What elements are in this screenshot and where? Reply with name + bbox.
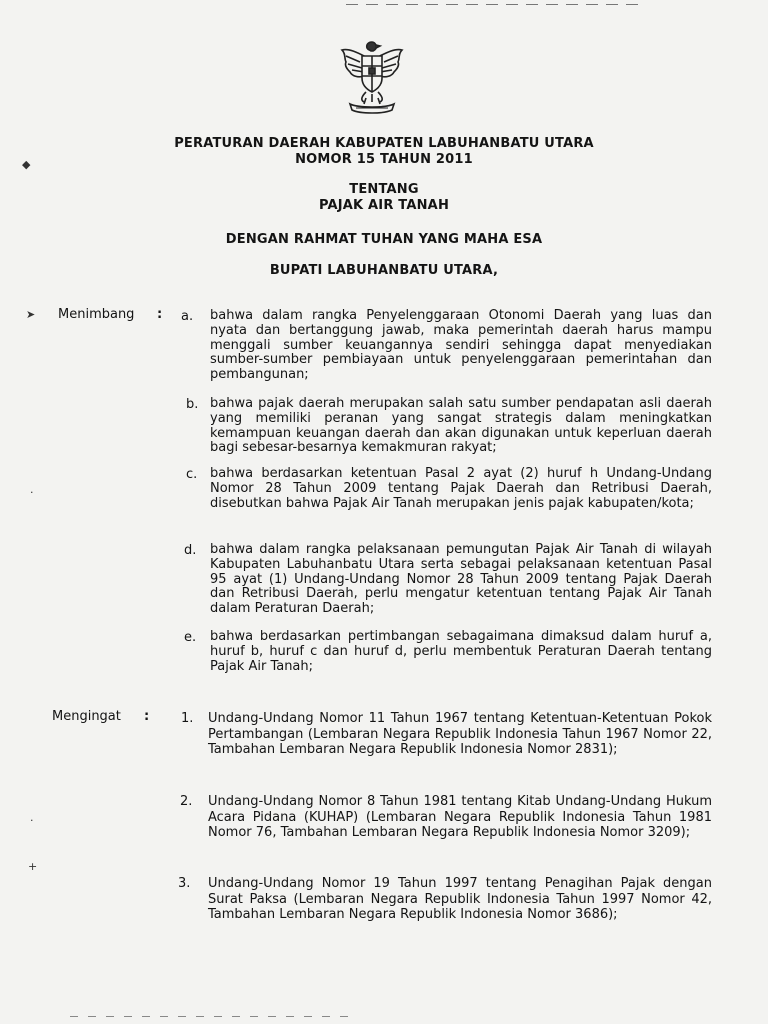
mengingat-item-1: Undang-Undang Nomor 11 Tahun 1967 tentang Ketentuan-Ketentuan Pokok Pertambangan (Lembaran Negara Republik Indonesia Tahun 1967 Nomor 22, Tambahan Lembaran Negara Republik Indonesia Nomor 2831); [208,711,712,758]
margin-scan-mark: · [30,814,34,827]
scan-dashed-line [346,4,646,5]
official-line [0,263,768,279]
scan-dashed-line-bottom [70,1016,350,1017]
subject-block [0,182,768,214]
menimbang-item-e: bahwa berdasarkan pertimbangan sebagaimana dimaksud dalam huruf a, huruf b, huruf c dan huruf d, perlu membentuk Peraturan Daerah tentang Pajak Air Tanah; [210,629,712,674]
menimbang-item-b: bahwa pajak daerah merupakan salah satu sumber pendapatan asli daerah yang memiliki peranan yang sangat strategis dalam meningkatkan kemampuan keuangan daerah dan akan digunakan untuk keperluan daerah bagi sebesar-besarnya kemakmuran rakyat; [210,396,712,456]
mengingat-marker-1: 1. [181,711,194,726]
mengingat-label: Mengingat [52,709,121,724]
mengingat-item-2: Undang-Undang Nomor 8 Tahun 1981 tentang Kitab Undang-Undang Hukum Acara Pidana (KUHAP) (Lembaran Negara Republik Indonesia Tahun 1981 Nomor 76, Tambahan Lembaran Negara Republik Indonesia Nomor 3209); [208,794,712,841]
invocation-line [0,232,768,248]
mengingat-marker-3: 3. [178,876,191,891]
menimbang-item-a: bahwa dalam rangka Penyelenggaraan Otonomi Daerah yang luas dan nyata dan bertanggung jawab, maka pemerintah daerah harus mampu menggali sumber keuangannya sendiri sehingga dapat menyediakan sumber-sumber pembiayaan untuk penyelenggaraan pemerintahan dan pembangunan; [210,308,712,383]
menimbang-marker-e: e. [184,630,197,645]
margin-arrow-mark: ➤ [26,308,36,321]
mengingat-item-3: Undang-Undang Nomor 19 Tahun 1997 tentang Penagihan Pajak dengan Surat Paksa (Lembaran Negara Republik Indonesia Tahun 1997 Nomor 42, Tambahan Lembaran Negara Republik Indonesia Nomor 3686); [208,876,712,923]
invocation-text: DENGAN RAHMAT TUHAN YANG MAHA ESA [225,232,543,247]
title-line-1: PERATURAN DAERAH KABUPATEN LABUHANBATU UTARA [174,136,594,151]
garuda-emblem-icon [338,36,406,116]
menimbang-marker-c: c. [186,467,198,482]
margin-scan-mark: · [30,486,34,499]
margin-scan-mark: + [28,860,38,873]
tentang-heading: TENTANG [349,182,419,197]
document-title [0,136,768,168]
menimbang-item-d: bahwa dalam rangka pelaksanaan pemungutan Pajak Air Tanah di wilayah Kabupaten Labuhanbatu Utara serta sebagai pelaksanaan ketentuan Pasal 95 ayat (1) Undang-Undang Nomor 28 Tahun 2009 tentang Pajak Daerah dan Retribusi Daerah, perlu mengatur ketentuan tentang Pajak Air Tanah dalam Peraturan Daerah; [210,542,712,617]
official-text: BUPATI LABUHANBATU UTARA, [269,263,499,278]
menimbang-label: Menimbang [58,307,135,322]
mengingat-colon: : [144,709,150,724]
margin-scan-mark: ◆ [22,158,31,171]
subject-heading: PAJAK AIR TANAH [318,198,450,213]
menimbang-colon: : [157,307,163,322]
title-line-2: NOMOR 15 TAHUN 2011 [295,152,473,167]
menimbang-marker-a: a. [181,309,194,324]
menimbang-item-c: bahwa berdasarkan ketentuan Pasal 2 ayat (2) huruf h Undang-Undang Nomor 28 Tahun 2009 tentang Pajak Daerah dan Retribusi Daerah, disebutkan bahwa Pajak Air Tanah merupakan jenis pajak kabupaten/kota; [210,466,712,511]
mengingat-marker-2: 2. [180,794,193,809]
menimbang-marker-b: b. [186,397,199,412]
menimbang-marker-d: d. [184,543,197,558]
